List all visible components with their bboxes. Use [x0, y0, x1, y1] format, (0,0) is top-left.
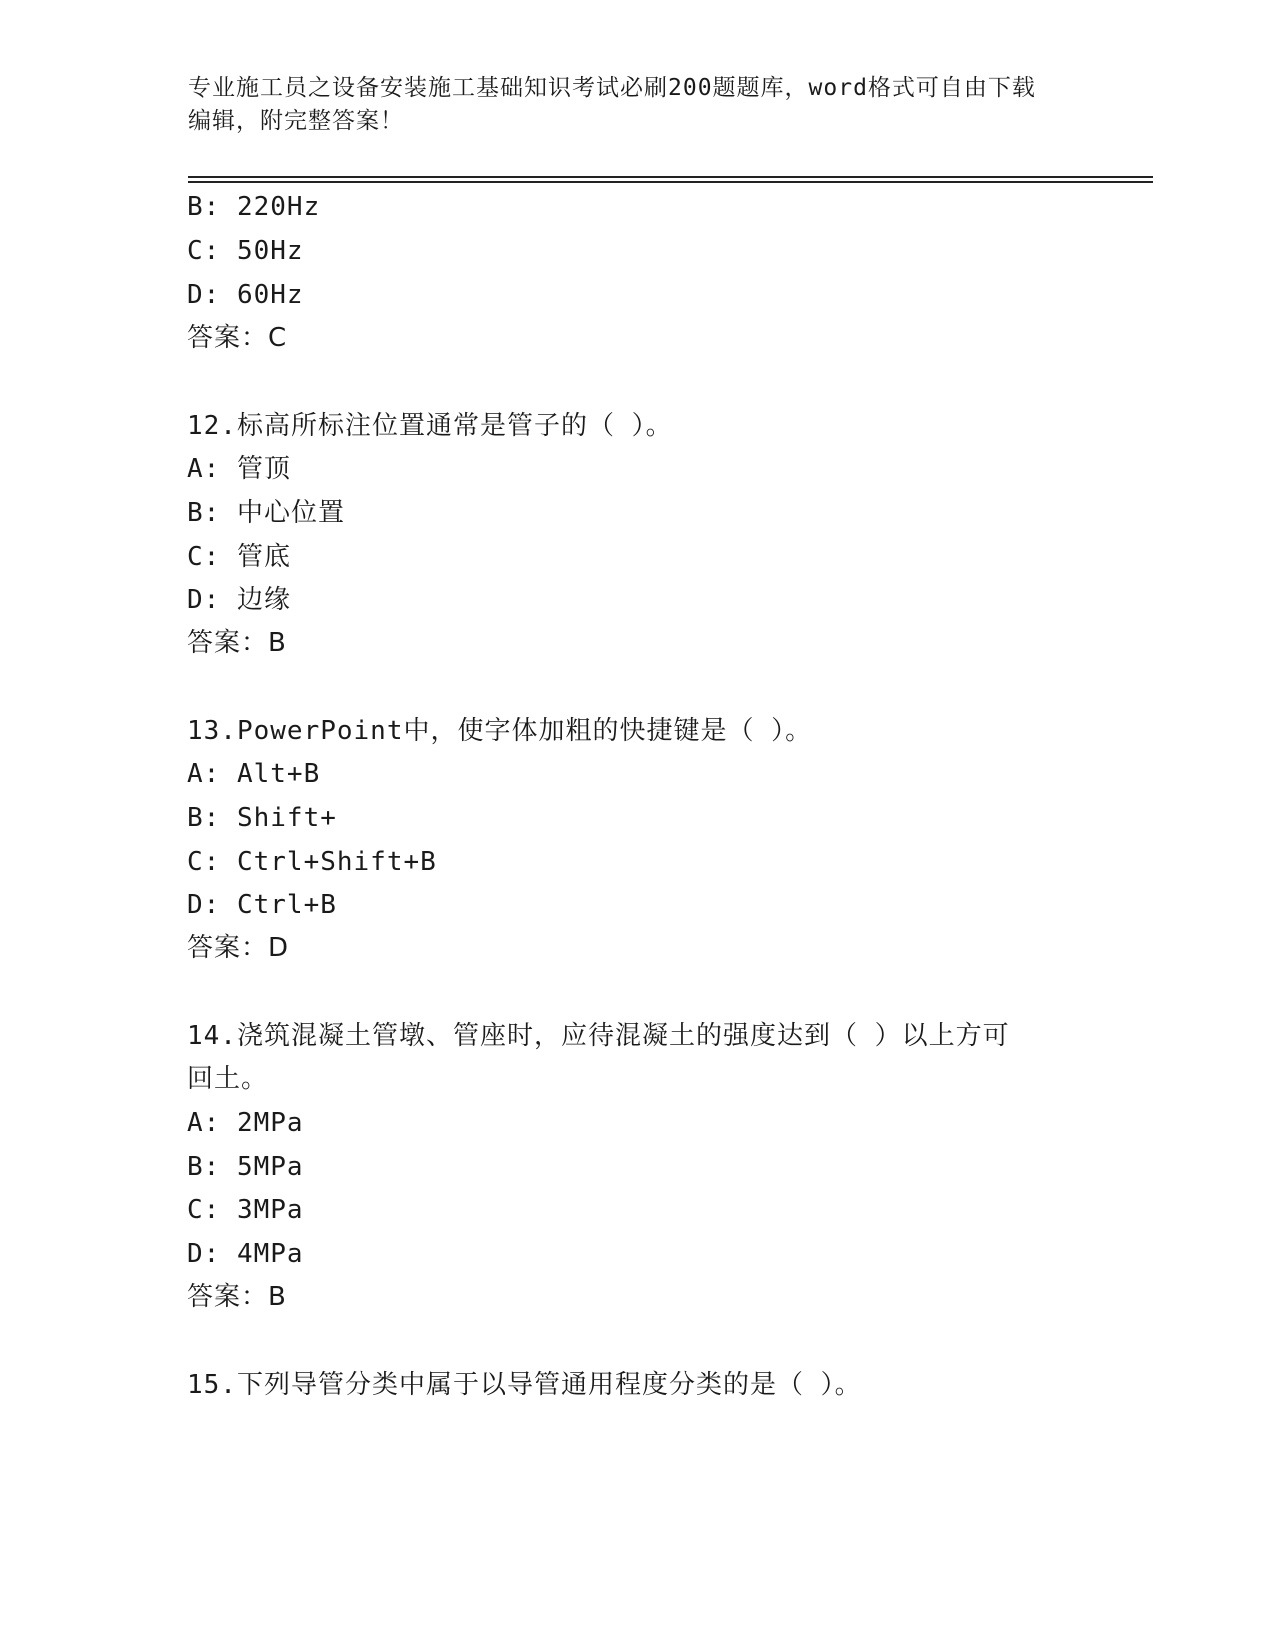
document-header [188, 72, 1088, 138]
q13-option-b: B: Shift+ [187, 803, 337, 833]
q13-stem: 13.PowerPoint中，使字体加粗的快捷键是（ ）。 [187, 716, 813, 746]
q14-stem-line-1: 14.浇筑混凝土管墩、管座时，应待混凝土的强度达到（ ）以上方可 [187, 1021, 1010, 1051]
q12-option-d: D: 边缘 [187, 585, 291, 615]
q12-answer: 答案：B [187, 628, 287, 658]
q14-option-d: D: 4MPa [187, 1239, 304, 1269]
q13-option-a: A: Alt+B [187, 759, 321, 789]
q14-stem-line-2: 回土。 [187, 1064, 269, 1094]
q12-stem: 12.标高所标注位置通常是管子的（ ）。 [187, 411, 673, 441]
q15-stem: 15.下列导管分类中属于以导管通用程度分类的是（ ）。 [187, 1370, 862, 1400]
q11-answer: 答案：C [187, 323, 288, 353]
q11-option-c: C: 50Hz [187, 236, 304, 266]
q13-option-c: C: Ctrl+Shift+B [187, 847, 437, 877]
q12-option-c: C: 管底 [187, 542, 291, 572]
q14-option-a: A: 2MPa [187, 1108, 304, 1138]
q13-option-d: D: Ctrl+B [187, 890, 337, 920]
q14-option-b: B: 5MPa [187, 1152, 304, 1182]
header-title-line-1: 专业施工员之设备安装施工基础知识考试必刷200题题库，word格式可自由下载 [188, 75, 1036, 101]
header-divider-top [188, 176, 1153, 178]
header-divider-bottom [188, 181, 1153, 183]
q14-answer: 答案：B [187, 1282, 287, 1312]
q12-option-b: B: 中心位置 [187, 498, 345, 528]
q14-option-c: C: 3MPa [187, 1195, 304, 1225]
q12-option-a: A: 管顶 [187, 454, 291, 484]
q11-option-b: B: 220Hz [187, 192, 321, 222]
q13-answer: 答案：D [187, 933, 290, 963]
q11-option-d: D: 60Hz [187, 280, 304, 310]
header-title-line-2: 编辑，附完整答案！ [188, 108, 404, 134]
